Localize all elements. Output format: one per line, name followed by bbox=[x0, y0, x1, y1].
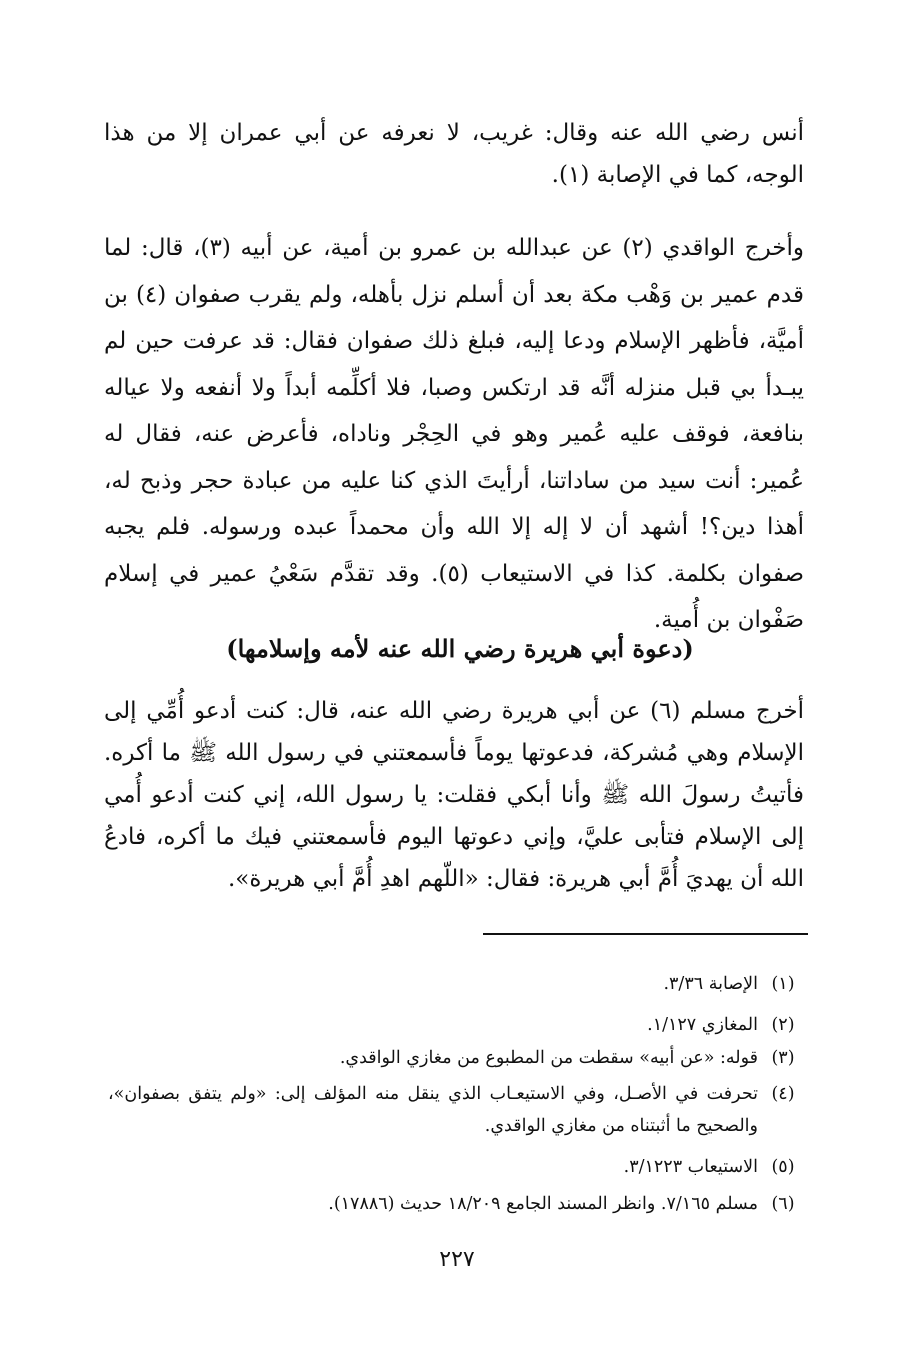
footnote-number: (٥) bbox=[771, 1157, 795, 1177]
page-number: ٢٢٧ bbox=[439, 1247, 475, 1272]
footnote-divider bbox=[483, 933, 808, 935]
footnote-text: تحرفت في الأصـل، وفي الاستيعـاب الذي ينقل منه المؤلف إلى: «ولم يتفق بصفوان»، والصحيح ما أثبتناه من مغازي الواقدي. bbox=[108, 1084, 758, 1136]
footnote-number: (٣) bbox=[771, 1048, 795, 1068]
footnote bbox=[108, 1009, 808, 1041]
paragraph-waqidi-narration: وأخرج الواقدي (٢) عن عبدالله بن عمرو بن أمية، عن أبيه (٣)، قال: لما قدم عمير بن وَهْب مكة بعد أن أسلم نزل بأهله، ولم يقرب صفوان (٤) بن أميَّة، فأظهر الإسلام ودعا إليه، فبلغ ذلك صفوان فقال: قد عرفت حين لم يبـدأ بي قبل منزله أنَّه قد ارتكس وصبا، فلا أكلِّمه أبداً ولا أنفعه ولا عياله بنافعة، فوقف عليه عُمير وهو في الحِجْر وناداه، فأعرض عنه، فقال له عُمير: أنت سيد من ساداتنا، أرأيتَ الذي كنا عليه من عبادة حجر وذبح له، أهذا دين؟! أشهد أن لا إله إلا الله وأن محمداً عبده ورسوله. فلم يجبه صفوان بكلمة. كذا في الاستيعاب (٥). وقد تقدَّم سَعْيُ عمير في إسلام صَفْوان بن أُمية. bbox=[104, 235, 805, 633]
footnote bbox=[108, 1151, 808, 1183]
footnote-number: (٢) bbox=[771, 1015, 795, 1035]
footnote-number: (٦) bbox=[771, 1194, 795, 1214]
footnote-text: الإصابة ٣/٣٦. bbox=[663, 974, 758, 994]
footnote-text: المغازي ١/١٢٧. bbox=[647, 1015, 758, 1035]
footnote-text: مسلم ٧/١٦٥. وانظر المسند الجامع ١٨/٢٠٩ حديث (١٧٨٨٦). bbox=[328, 1194, 758, 1214]
footnote-text: قوله: «عن أبيه» سقطت من المطبوع من مغازي الواقدي. bbox=[339, 1048, 758, 1068]
paragraph-muslim-narration: أخرج مسلم (٦) عن أبي هريرة رضي الله عنه، قال: كنت أدعو أُمِّي إلى الإسلام وهي مُشركة، فدعوتها يوماً فأسمعتني في رسول الله ﷺ ما أكره. فأتيتُ رسولَ الله ﷺ وأنا أبكي فقلت: يا رسول الله، إني كنت أدعو أُمي إلى الإسلام فتأبى عليَّ، وإني دعوتها اليوم فأسمعتني فيك ما أكره، فادعُ الله أن يهديَ أُمَّ أبي هريرة: فقال: «اللّهم اهدِ أُمَّ أبي هريرة». bbox=[104, 698, 804, 892]
footnote-text: الاستيعاب ٣/١٢٢٣. bbox=[623, 1157, 758, 1177]
footnote bbox=[108, 1042, 808, 1074]
footnote-number: (١) bbox=[771, 974, 795, 994]
section-heading: (دعوة أبي هريرة رضي الله عنه لأمه وإسلامها) bbox=[226, 634, 694, 663]
footnote-number: (٤) bbox=[771, 1084, 795, 1104]
footnote bbox=[108, 1188, 808, 1220]
paragraph-continuation: أنس رضي الله عنه وقال: غريب، لا نعرفه عن أبي عمران إلا من هذا الوجه، كما في الإصابة (١). bbox=[104, 120, 804, 188]
footnote bbox=[108, 1078, 808, 1142]
footnote bbox=[108, 968, 808, 1000]
